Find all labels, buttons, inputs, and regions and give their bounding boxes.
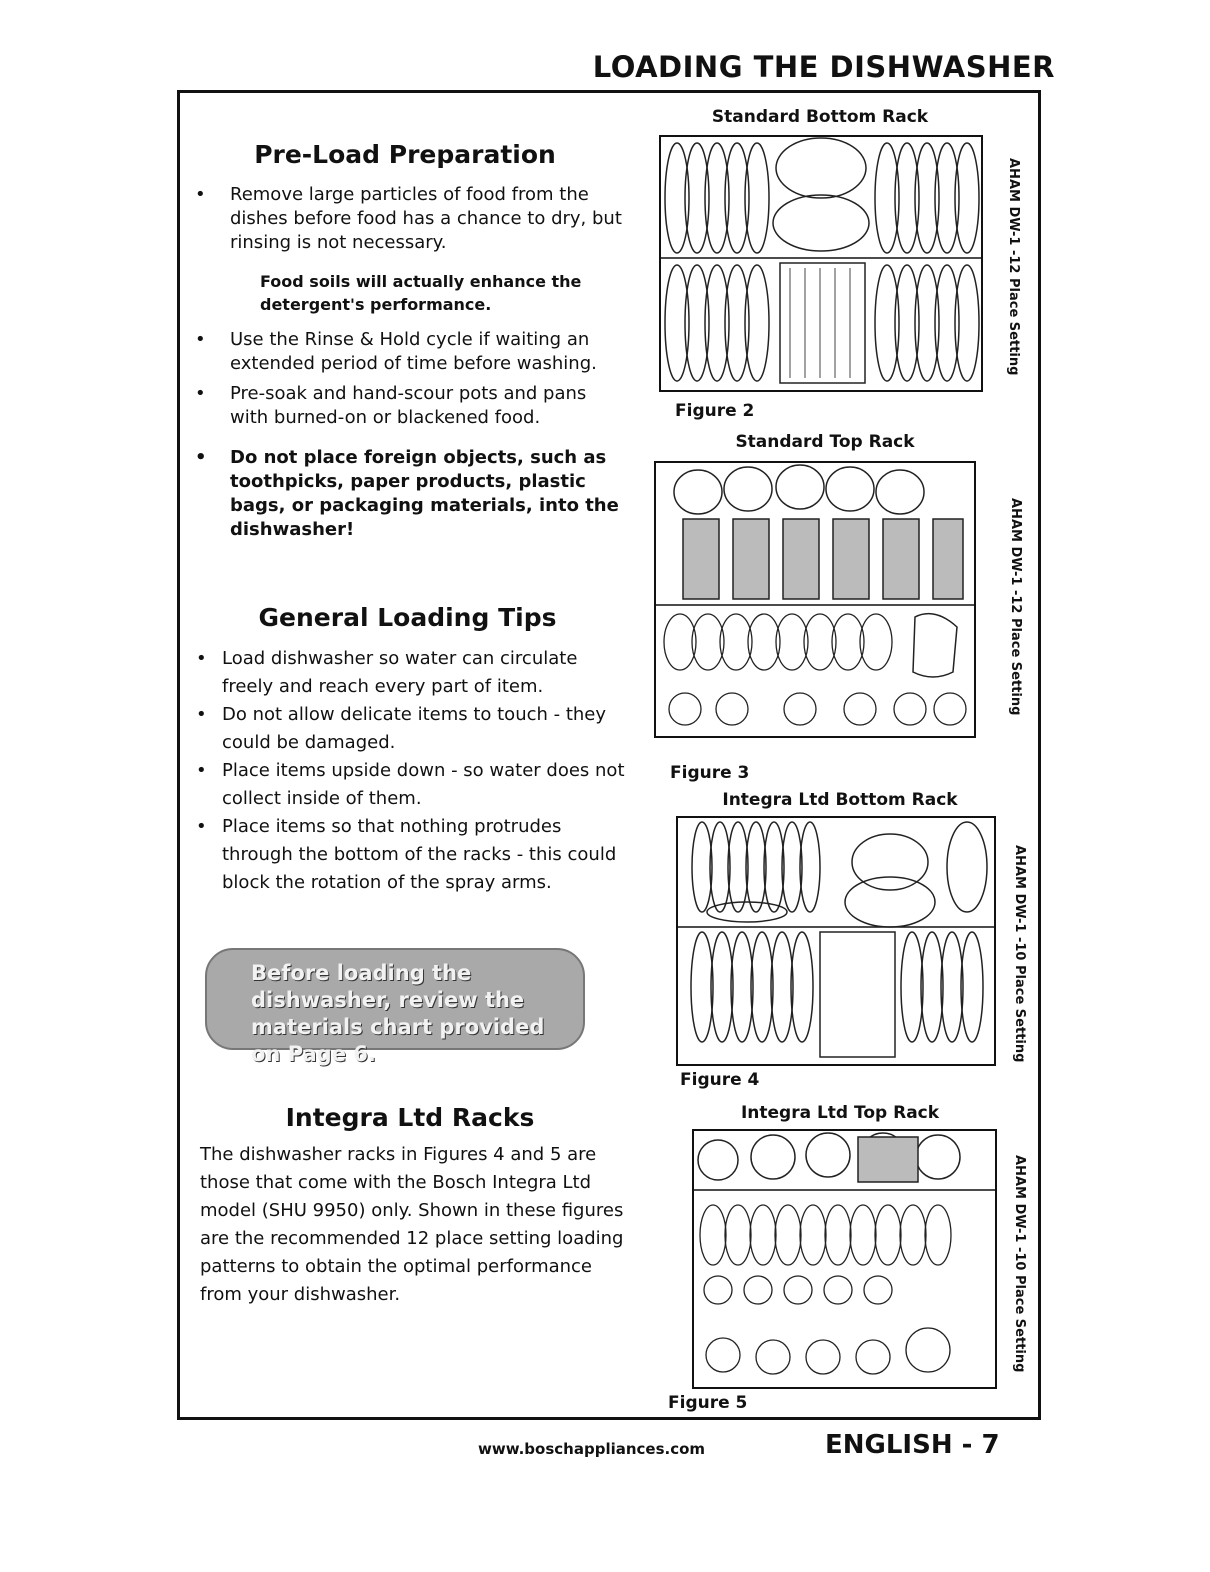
figure-title: Standard Top Rack — [735, 432, 915, 452]
aham-caption: AHAM DW-1 -10 Place Setting — [1012, 845, 1027, 1063]
tip-item: • Do not allow delicate items to touch - they could be damaged. — [222, 701, 627, 757]
integra-bottom-rack-illustration — [672, 812, 1002, 1070]
tip-item: • Place items so that nothing protrudes through the bottom of the racks - this could block the rotation of the spray arms. — [222, 813, 627, 897]
aham-caption: AHAM DW-1 -12 Place Setting — [1006, 158, 1021, 376]
bullet-icon: • — [196, 816, 207, 837]
bullet-icon: • — [196, 760, 207, 781]
preload-warning: • Do not place foreign objects, such as toothpicks, paper products, plastic bags, or packaging materials, into the dishwasher! — [195, 447, 619, 540]
figure-label: Figure 4 — [680, 1070, 760, 1090]
integra-top-rack-illustration — [688, 1125, 1003, 1395]
materials-callout: Before loading the dishwasher, review the materials chart provided on Page 6. — [205, 948, 585, 1050]
tip-item: • Place items upside down - so water does not collect inside of them. — [222, 757, 627, 813]
preload-bullet: • Remove large particles of food from the dishes before food has a chance to dry, but rinsing is not necessary. — [195, 184, 622, 253]
bullet-icon: • — [196, 704, 207, 725]
preload-bullet: • Pre-soak and hand-scour pots and pans with burned-on or blackened food. — [195, 383, 587, 428]
bullet-icon: • — [195, 184, 206, 205]
preload-heading: Pre-Load Preparation — [254, 140, 556, 169]
bullet-icon: • — [196, 648, 207, 669]
page-number: ENGLISH - 7 — [825, 1430, 1000, 1460]
top-rack-illustration — [650, 457, 990, 762]
figure-title: Standard Bottom Rack — [711, 107, 929, 127]
bullet-icon: • — [195, 447, 207, 468]
figure-label: Figure 2 — [675, 401, 755, 421]
bullet-icon: • — [195, 329, 206, 350]
figure-label: Figure 5 — [668, 1393, 748, 1413]
aham-caption: AHAM DW-1 -12 Place Setting — [1008, 498, 1023, 716]
page-title: LOADING THE DISHWASHER — [592, 50, 1055, 84]
bottom-rack-illustration — [655, 128, 990, 398]
preload-note: Food soils will actually enhance the detergent's performance. — [260, 272, 582, 314]
tip-item: • Load dishwasher so water can circulate freely and reach every part of item. — [222, 645, 627, 701]
tips-heading: General Loading Tips — [258, 603, 557, 632]
bullet-icon: • — [195, 383, 206, 404]
figure-title: Integra Ltd Bottom Rack — [722, 790, 958, 810]
integra-paragraph: The dishwasher racks in Figures 4 and 5 are those that come with the Bosch Integra Ltd model (SHU 9950) only. Shown in these figures are the recommended 12 place setting loading patterns to obtain the optimal performance from your dishwasher. — [200, 1144, 624, 1305]
preload-bullet: • Use the Rinse & Hold cycle if waiting an extended period of time before washing. — [195, 329, 597, 374]
figure-label: Figure 3 — [670, 763, 750, 783]
figure-title: Integra Ltd Top Rack — [740, 1103, 940, 1123]
aham-caption: AHAM DW-1 -10 Place Setting — [1012, 1155, 1027, 1373]
website-link[interactable]: www.boschappliances.com — [478, 1440, 706, 1458]
integra-heading: Integra Ltd Racks — [285, 1103, 535, 1132]
